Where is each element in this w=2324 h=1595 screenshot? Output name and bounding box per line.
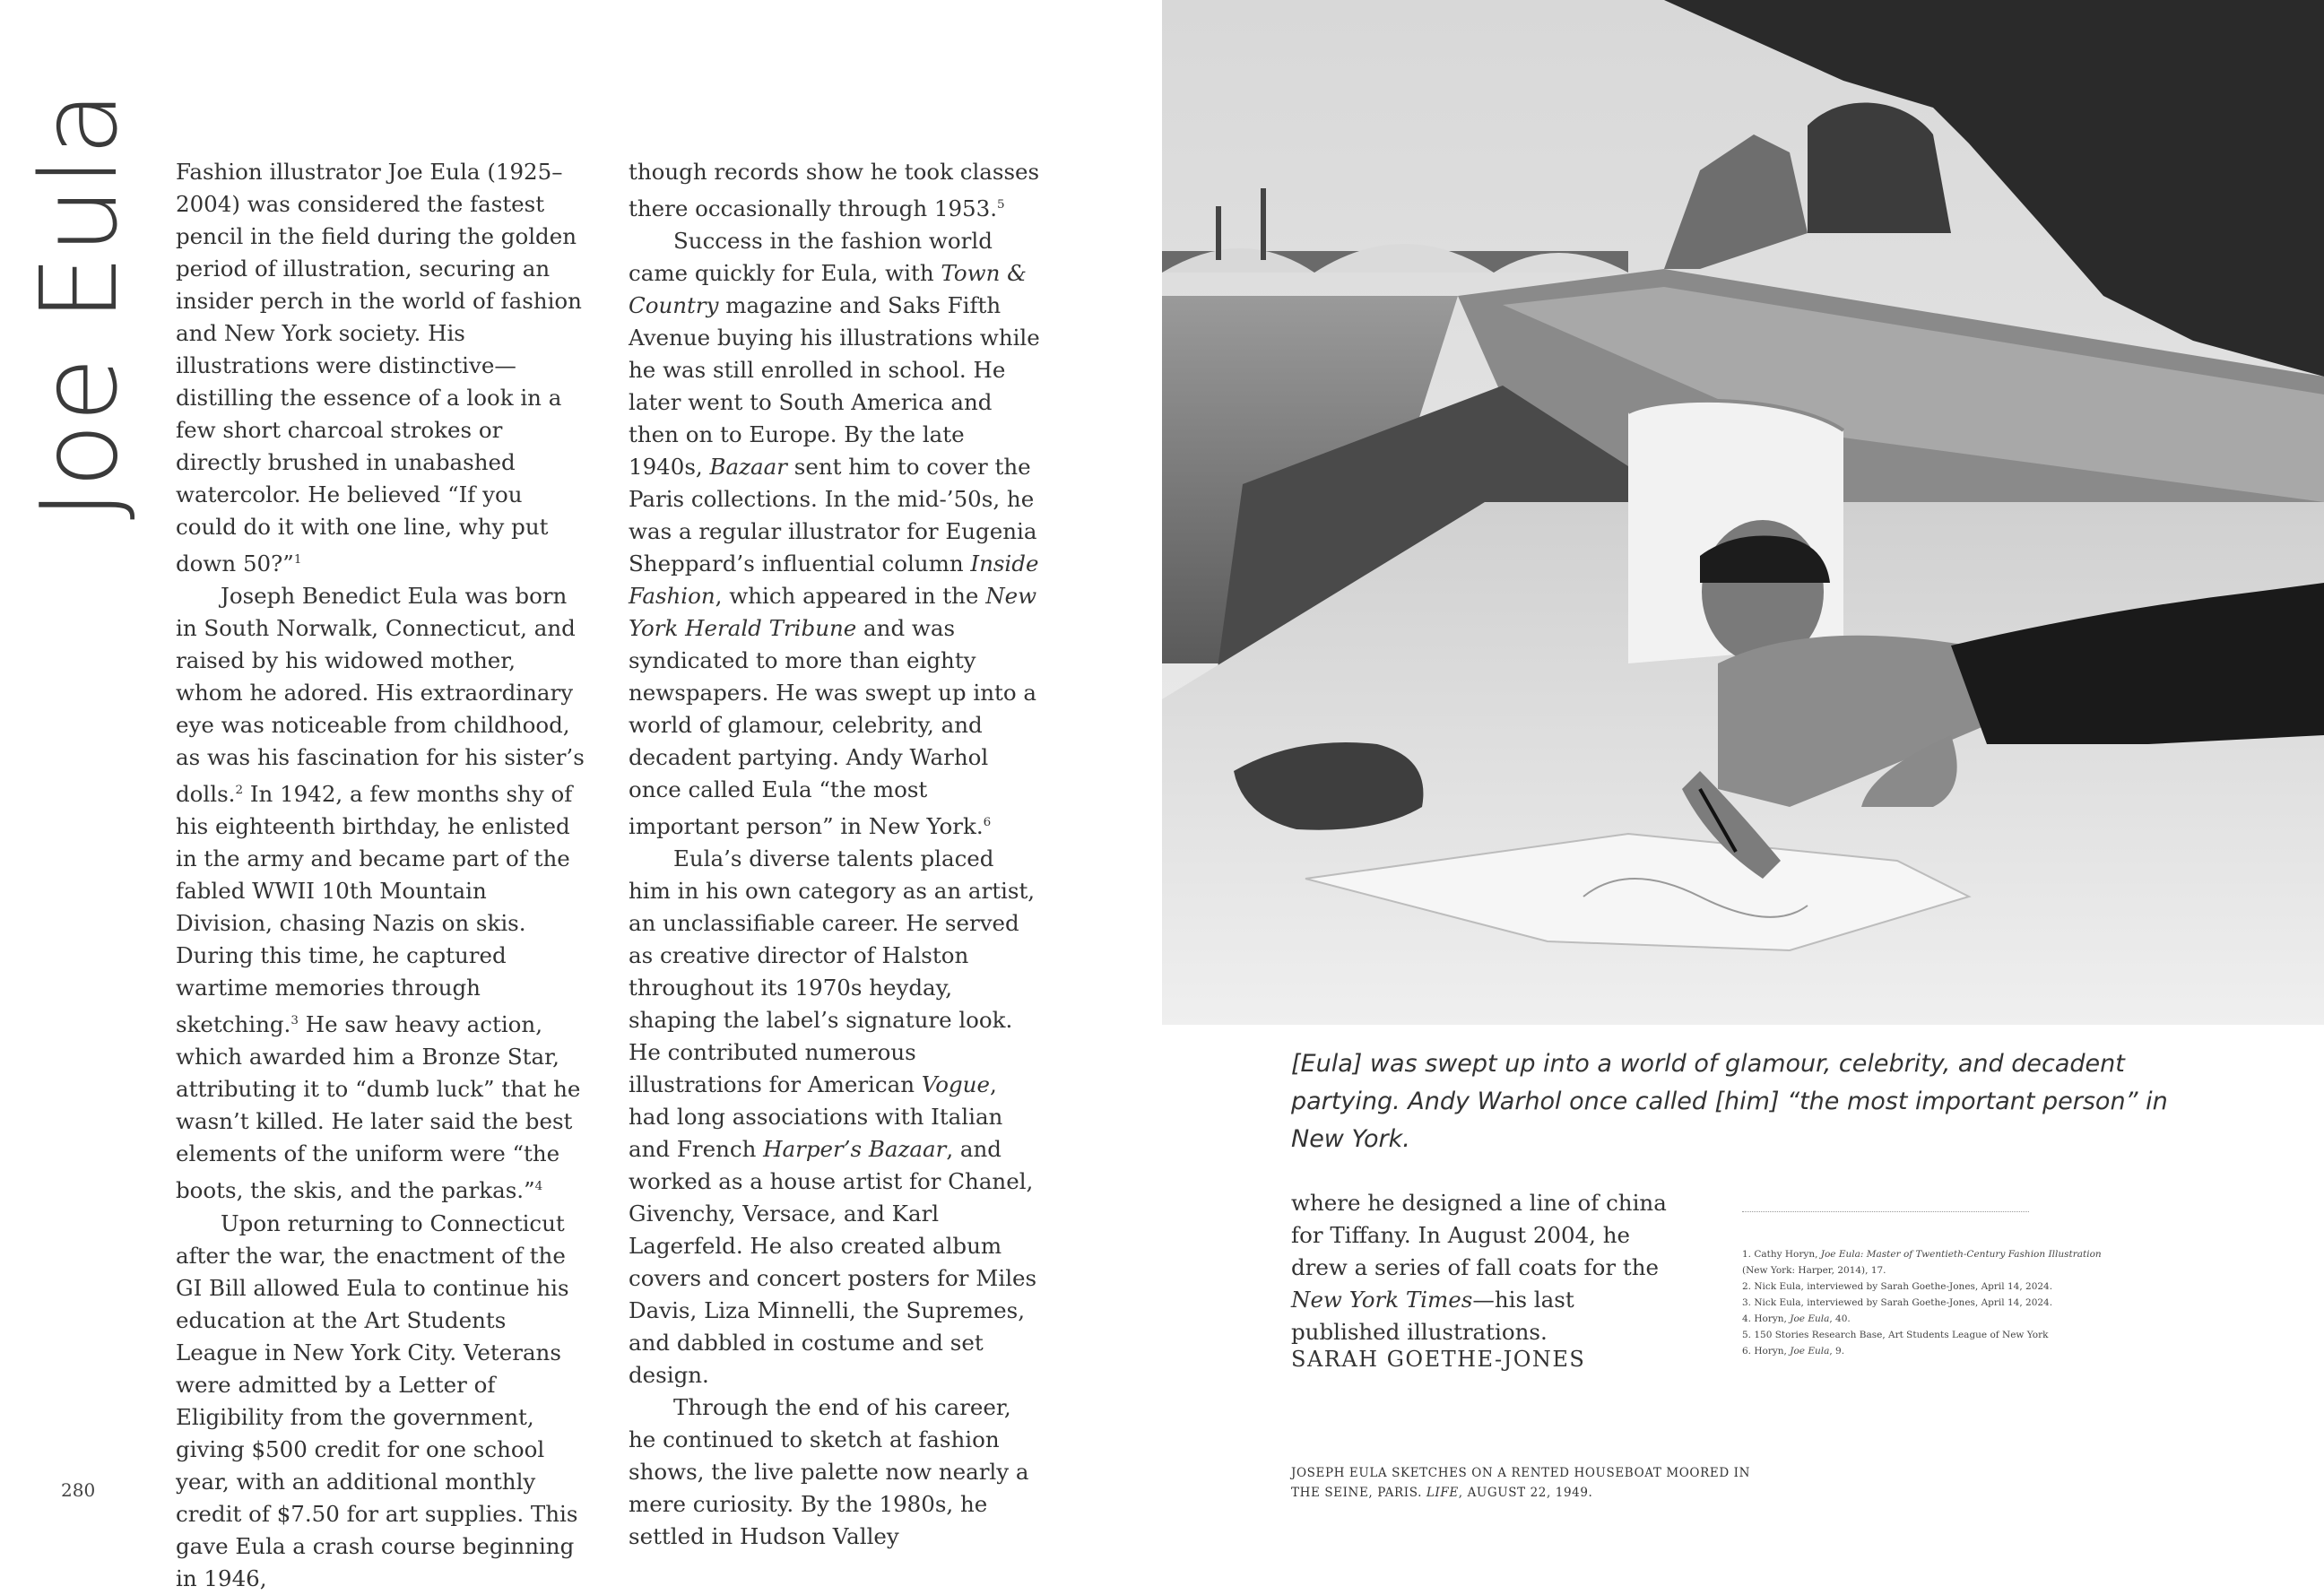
photograph xyxy=(1162,0,2324,1025)
photo-caption: JOSEPH EULA SKETCHES ON A RENTED HOUSEBOAT MOORED IN THE SEINE, PARIS. LIFE, AUGUST 22, 1949. xyxy=(1291,1466,1750,1500)
paragraph: Joseph Benedict Eula was born in South Norwalk, Connecticut, and raised by his widowed mother, whom he adored. His extraordinary eye was noticeable from childhood, as was his fascination for his sister’s dolls.$^2$ In 1942, a few months shy of his eighteenth birthday, he enlisted in the army and became part of the fabled WWII 10th Mountain Division, chasing Nazis on skis. During this time, he captured wartime memories through sketching.$^3$ He saw heavy action, which awarded him a Bronze Star, attributing it to “dumb luck” that he wasn’t killed. He later said the best elements of the uniform were “the boots, the skis, and the parkas.”$^4$ xyxy=(176,583,585,1204)
footnotes xyxy=(1742,1246,2119,1359)
author-byline: SARAH GOETHE-JONES xyxy=(1291,1347,1586,1372)
page-title: Joe Eula xyxy=(17,90,141,520)
paragraph: though records show he took classes there occasionally through 1953.$^5$ xyxy=(629,159,1040,222)
footnote: (New York: Harper, 2014), 17. xyxy=(1742,1265,1886,1276)
paragraph: where he designed a line of china for Tiffany. In August 2004, he drew a series of fall coats for the New York Times—his last published illustrations. xyxy=(1291,1190,1667,1345)
paragraph: Through the end of his career, he continued to sketch at fashion shows, the live palette now nearly a mere curiosity. By the 1980s, he settled in Hudson Valley xyxy=(629,1394,1029,1550)
footnote: 1. Cathy Horyn, Joe Eula: Master of Twentieth-Century Fashion Illustration xyxy=(1742,1249,2102,1260)
paragraph: Success in the fashion world came quickly for Eula, with Town & Country magazine and Saks Fifth Avenue buying his illustrations while he was still enrolled in school. He later went to South America and then on to Europe. By the late 1940s, Bazaar sent him to cover the Paris collections. In the mid-’50s, he was a regular illustrator for Eugenia Sheppard’s influential column Inside Fashion, which appeared in the New York Herald Tribune and was syndicated to more than eighty newspapers. He was swept up into a world of glamour, celebrity, and decadent partying. Andy Warhol once called Eula “the most important person” in New York.$^6$ xyxy=(629,228,1040,840)
paragraph: Eula’s diverse talents placed him in his own category as an artist, an unclassifiable career. He served as creative director of Halston throughout its 1970s heyday, shaping the label’s signature look. He contributed numerous illustrations for American Vogue, had long associations with Italian and French Harper’s Bazaar, and worked as a house artist for Chanel, Givenchy, Versace, and Karl Lagerfeld. He also created album covers and concert posters for Miles Davis, Liza Minnelli, the Supremes, and dabbled in costume and set design. xyxy=(629,845,1037,1389)
body-column-1 xyxy=(176,156,588,1595)
paragraph: Upon returning to Connecticut after the war, the enactment of the GI Bill allowed Eula to continue his education at the Art Students League in New York City. Veterans were admitted by a Letter of Eligibility from the government, giving $500 credit for one school year, with an additional monthly credit of $7.50 for art supplies. This gave Eula a crash course beginning in 1946, xyxy=(176,1209,578,1591)
paragraph: Fashion illustrator Joe Eula (1925–2004) was considered the fastest pencil in the field during the golden period of illustration, securing an insider perch in the world of fashion and New York society. His illustrations were distinctive—distilling the essence of a look in a few short charcoal strokes or directly brushed in unabashed watercolor. He believed “If you could do it with one line, why put down 50?”$^1$ xyxy=(176,159,582,577)
body-column-3 xyxy=(1291,1187,1668,1348)
footnote: 4. Horyn, Joe Eula, 40. xyxy=(1742,1313,1851,1324)
footnote: 5. 150 Stories Research Base, Art Students League of New York xyxy=(1742,1330,2049,1340)
footnote-divider xyxy=(1742,1211,2029,1212)
body-column-2 xyxy=(629,156,1041,1553)
footnote: 3. Nick Eula, interviewed by Sarah Goethe-Jones, April 14, 2024. xyxy=(1742,1297,2053,1308)
pull-quote: [Eula] was swept up into a world of glamour, celebrity, and decadent partying. Andy Warhol once called [him] “the most important person” in New York. xyxy=(1291,1050,2168,1153)
footnote: 2. Nick Eula, interviewed by Sarah Goethe-Jones, April 14, 2024. xyxy=(1742,1281,2053,1292)
page-number: 280 xyxy=(61,1479,96,1501)
footnote: 6. Horyn, Joe Eula, 9. xyxy=(1742,1346,1845,1357)
